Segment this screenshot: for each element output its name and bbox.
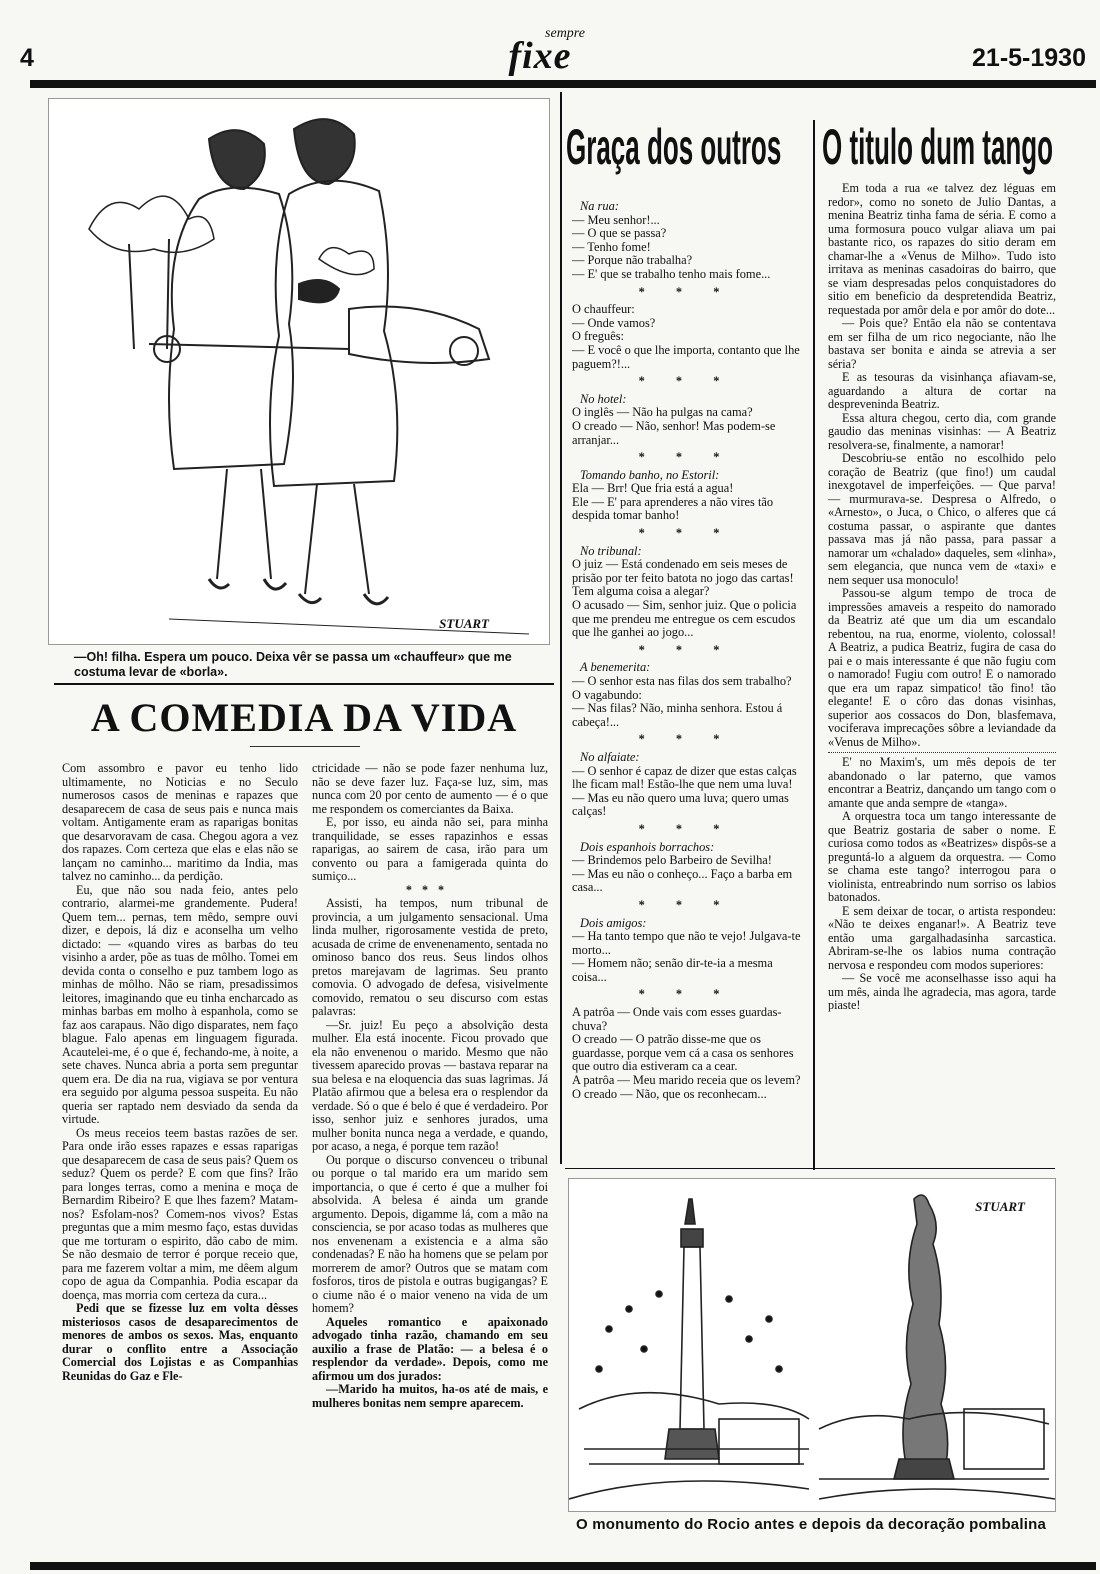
tango-paragraph: Em toda a rua «e talvez dez léguas em redor», como no soneto de Julio Dantas, a menina Beatriz tinha fama de séria. E como a uma formosura pouco vulgar aliava um pai bastante rico, os rapazes do sitio deram em chamar-lhe a «Venus de Milho». Tudo isto irritava as meninas casadoiras do bairro, que se viam despresadas pelos conquistadores do sitio em beneficio da despretendida Beatriz, requestada por amôr dela e por amôr do dote... [828, 182, 1056, 317]
illustration-two-women [48, 98, 550, 645]
joke-separator: * * * [638, 732, 734, 747]
page-number: 4 [20, 44, 34, 72]
tango-paragraph: E' no Maxim's, um mês depois de ter abandonado o lar paterno, que vamos encontrar a Beatriz, dançando um tango com o amante que anda sempre de «tanga». [828, 755, 1056, 810]
joke-line: — Brindemos pelo Barbeiro de Sevilha! [572, 853, 772, 868]
joke-line: A patrôa — Meu marido receia que os levem? [572, 1073, 801, 1088]
joke-line: — O que se passa? [572, 226, 667, 241]
column-divider [813, 120, 815, 1170]
joke-label: No tribunal: [580, 543, 642, 558]
tango-paragraph: Essa altura chegou, certo dia, com grande gaudio das meninas visinhas: — A Beatriz resolvera-se, finalmente, a namorar! [828, 410, 1056, 452]
tango-column [828, 182, 1056, 1162]
joke-label: No alfaiate: [580, 749, 640, 764]
joke-line: O freguês: [572, 329, 624, 344]
joke-line: — Nas filas? Não, minha senhora. Estou á cabeça!... [572, 701, 783, 729]
joke-label: Dois amigos: [580, 915, 647, 930]
joke-line: — Mas eu não o conheço... Faço a barba em casa... [572, 866, 793, 895]
headline-ornament [250, 746, 360, 747]
joke-line: O juiz — Está condenado em seis meses de prisão por ter feito batota no jogo das cartas! Tem alguma coisa a alegar? [572, 557, 794, 599]
graca-headline: Graça dos outros [566, 119, 782, 175]
title-big: fixe [508, 35, 572, 77]
joke-label: No hotel: [580, 391, 627, 406]
tango-paragraph: E as tesouras da visinhança afiavam-se, aguardando a altura de cortar na despreveninda Beatriz. [828, 370, 1056, 411]
joke-line: O vagabundo: [572, 687, 642, 702]
tango-paragraph: Passou-se algum tempo de troca de impressões amaveis a respeito do namorado da Beatriz até que um dia um escandalo rebentou, na rua, enorme, violento, colossal! A Beatriz, a pudica Beatriz, fugira de casa do pai e o mais interessante é que não fugiu com o namorado! Fugiu com outro! E o namorado que era um rapaz simpatico! tão fino! tão elegante! E o côro das donas visinhas, superior aos cossacos do Don, blasfemava, vociferava imprecações sôbre a leviandade da «Venus de Milho». [828, 586, 1056, 749]
joke-line: — Ha tanto tempo que não te vejo! Julgava-te morto... [572, 929, 801, 957]
comedia-paragraph: ctricidade — não se pode fazer nenhuma luz, não se deve fazer luz. Faça-se luz, sim, mas nunca com 20 por cento de aumento — é o que me respondem os comerciantes da Baixa. [312, 762, 548, 816]
joke-line: — Tenho fome! [572, 239, 651, 254]
monument-caption: O monumento do Rocio antes e depois da decoração pombalina [575, 1516, 1046, 1533]
comedia-paragraph: Com assombro e pavor eu tenho lido ultimamente, no Noticias e no Seculo numerosos casos de meninas e rapazes que desaparecem de casa de seus pais e nunca mais voltam. Antigamente eram as raparigas bonitas que desarvoravam de casa. Chegou agora a vez dos rapazes. Com certeza que elas e elas não se lançam no caminho... maritimo da India, mas talvez no caminho... da perdição. [62, 762, 298, 883]
joke-line: O creado — Não, senhor! Mas podem-se arranjar... [572, 418, 776, 447]
divider [565, 1168, 1055, 1169]
joke [568, 545, 804, 640]
comedia-paragraph: Aqueles romantico e apaixonado advogado tinha razão, chamando em seu auxilio a frase de Platão: — a belesa é o resplendor da verdade». Depois, como me afirmou um dos jurados: [312, 1314, 548, 1383]
joke-line: — E você o que lhe importa, contanto que lhe paguem?!... [572, 342, 800, 371]
comedia-paragraph: Ou porque o discurso convenceu o tribunal ou porque o tal marido era um marido sem importancia, o que é certo é que a mulher foi absolvida. A belesa é ainda um grande argumento. Depois, digamme lá, com a mão na consciencia, se por acaso todas as mulheres que nos envenenam a existencia e a alma são condenadas? E não ha homens que se pelam por morrerem de amor? Outros que se matam com fosforos, tiros de pistola e outras bugigangas? E o ciume não é o maior veneno na vida de um homem? [312, 1152, 548, 1315]
joke-separator: * * * [638, 897, 734, 912]
joke-line: — Onde vamos? [572, 315, 656, 330]
joke [568, 751, 804, 819]
comedia-column-2 [312, 762, 548, 1557]
joke-line: O acusado — Sim, senhor juiz. Que o policia que me prendeu me entregue os cem escudos que lhe ganhei ao jogo... [572, 598, 797, 640]
comedia-paragraph: —Marido ha muitos, ha-os até de mais, e mulheres bonitas nem sempre aparecem. [312, 1382, 548, 1410]
joke-line: — Meu senhor!... [572, 212, 660, 227]
monument-illustration [568, 1178, 1056, 1512]
tango-paragraph: — Se você me aconselhasse isso aqui ha um mês, ainda lhe agradecia, mas agora, tarde piaste! [828, 971, 1056, 1012]
joke-separator: * * * [638, 821, 734, 836]
comedia-paragraph: Assisti, ha tempos, num tribunal de provincia, a um julgamento sensacional. Uma linda mulher, rigorosamente vestida de preto, acusada de crime de envenenamento, sentada no ominoso banco dos reus. Seus lindos olhos pretos marejavam de lagrimas. Seu pranto comovia. O advogado de defesa, visivelmente comovido, rematou o seu discurso com estas palavras: [312, 896, 548, 1018]
joke-line: O creado — O patrão disse-me que os guardasse, porque vem cá a casa os senhores que outro dia estiveram ca a cear. [572, 1032, 794, 1074]
comedia-paragraph: E, por isso, eu ainda não sei, para minha tranquilidade, se esses rapazinhos e essas raparigas, ao sairem de casa, irão para um convento ou para a famigerada quinta do sumiço... [312, 815, 548, 883]
joke-line: Ela — Brr! Que fria está a agua! [572, 481, 734, 496]
joke-line: O creado — Não, que os reconhecam... [572, 1086, 767, 1101]
joke [568, 303, 804, 371]
joke-line: — O senhor é capaz de dizer que estas calças lhe ficam mal! Estão-lhe que nem uma luva! [572, 763, 797, 792]
monument-drawing [569, 1179, 1055, 1511]
joke-line: — E' que se trabalho tenho mais fome... [572, 266, 771, 281]
joke-line: — Porque não trabalha? [572, 253, 693, 268]
illustration-signature: STUART [439, 616, 489, 631]
joke-line: — O senhor esta nas filas dos sem trabalho? [572, 674, 792, 688]
joke [568, 393, 804, 447]
joke-separator: * * * [638, 284, 734, 299]
joke [568, 200, 804, 282]
joke-label: Na rua: [580, 200, 619, 213]
divider [54, 683, 554, 685]
joke-label: A benemerita: [580, 660, 651, 675]
comedia-paragraph: Os meus receios teem bastas razões de ser. Para onde irão esses rapazes e essas raparigas que desaparecem de casa de seus pais? Quem os seduz? Quem os perde? E com que fins? Irão para longes terras, como a menina e moça de Bernardim Ribeiro? E que lhes fazem? Matam-nos? Esfolam-nos? Comem-nos vivos? Estas preguntas que a mim mesmo faço, estas duvidas que me torturam o espirito, dão cabo de mim. Se não desmaio de terror é porque receio que, para me fazerem voltar a mim, me dêem algum copo de agua da Companhia. Podia escapar da doença, mas morria com certeza da cura... [62, 1125, 298, 1302]
joke [568, 841, 804, 895]
joke-line: — Homem não; senão dir-te-ia a mesma coisa... [572, 956, 773, 984]
women-drawing [49, 99, 549, 644]
tango-paragraph: A orquestra toca um tango interessante de que Beatriz gostaria de saber o nome. E curiosa como todos as «Beatrizes» dispôs-se a preguntá-lo a alguem da orquestra. — Como se chama este tango? interrogou para o violinista, entreabrindo num sorriso os labios batonados. [828, 809, 1056, 904]
tango-divider [828, 752, 1056, 753]
joke-line: O inglês — Não ha pulgas na cama? [572, 405, 753, 420]
joke-separator: * * * [638, 526, 734, 541]
comedia-paragraph: Pedi que se fizesse luz em volta dêsses misteriosos casos de desaparecimentos de menores de ambos os sexos. Mas, enquanto durar o conflito entre a Associação Comercial dos Lojistas e as Companhias Reunidas do Gaz e Fle- [62, 1301, 298, 1383]
joke [568, 917, 804, 985]
masthead-rule [30, 80, 1096, 88]
joke-line: Ele — E' para aprenderes a não vires tão despida tomar banho! [572, 494, 774, 523]
tango-headline: O titulo dum tango [822, 119, 1054, 175]
joke-line: A patrôa — Onde vais com esses guardas-chuva? [572, 1005, 782, 1033]
column-divider [560, 92, 562, 1164]
section-stars: *** [405, 882, 455, 897]
title-small: sempre [545, 26, 585, 41]
joke-separator: * * * [638, 374, 734, 389]
comedia-column-1 [62, 762, 298, 1557]
joke [568, 661, 804, 729]
joke-line: — Mas eu não quero uma luva; quero umas calças! [572, 790, 789, 819]
issue-date: 21-5-1930 [972, 44, 1086, 72]
comedia-paragraph: —Sr. juiz! Eu peço a absolvição desta mulher. Ela está inocente. Ficou provado que ela não envenenou o marido. Mesmo que não tivessem aparecido provas — bastava reparar na sua belesa e na eloquencia das suas lagrimas. Já Platão afirmou que a belesa era o resplendor da verdade. Só o que é belo é que é verdadeiro. Por isso, senhor juiz e senhores jurados, uma mulher bonita nunca nega a verdade, e quando, por acaso, a nega, é porque tem razão! [312, 1017, 548, 1153]
graca-column [568, 200, 804, 1160]
monument-signature: STUART [975, 1199, 1025, 1214]
joke-separator: * * * [638, 450, 734, 465]
joke-line: O chauffeur: [572, 302, 635, 317]
joke-separator: * * * [638, 987, 734, 1002]
bottom-rule [30, 1562, 1096, 1570]
tango-paragraph: Descobriu-se então no escolhido pelo coração de Beatriz (que fino!) um caudal inexgotavel de imperfeições. — Que parva! — murmurava-se. Despresa o Alfredo, o «Arnesto», o Juca, o Chico, o alferes que cá costuma passar, o aspirante que dantes passava mas já não passa, para passar a namorar um «chalado» daqueles, sem «linha», sem elegancia, que nunca vem de «taxi» e nem sequer usa monoculo! [828, 451, 1056, 587]
tango-paragraph: E sem deixar de tocar, o artista respondeu: «Não te deixes enganar!». A Beatriz teve então uma gargalhadasinha sarcastica. Abriram-se-lhe os labios numa contração nervosa e respondeu com modos superiores: [828, 903, 1056, 972]
joke-label: Tomando banho, no Estoril: [580, 467, 720, 482]
illustration-caption: —Oh! filha. Espera um pouco. Deixa vêr se passa um «chauffeur» que me costuma levar de «borla». [74, 650, 512, 679]
joke [568, 1006, 804, 1101]
joke [568, 469, 804, 523]
joke-separator: * * * [638, 642, 734, 657]
comedia-paragraph: Eu, que não sou nada feio, antes pelo contrario, alarmei-me grandemente. Pudera! Quem tem... pernas, tem mêdo, sempre ouvi dizer, e depois, lá diz e aconselha um velho dictado: — «quando vires as barbas do teu visinho a arder, põe as tuas de môlho. Tomei em devida conta o conselho e puz tambem logo as minhas de môlho. Não se riam, presadissimos leitores, imaginando que eu tinha encharcado as minhas barbas em molho à espanhola, como se faz aos carapaus. Não digo disparates, nem faço blague. Falo apenas em linguagem figurada. Acautelei-me, é o que é, fechando-me, à noite, a sete chaves. Nunca abria a porta sem preguntar quem era. De dia na rua, vigiava se por ventura era seguido por alguma pessoa suspeita. Eu não queria ser raptado nem desviado da senda da virtude. [62, 882, 298, 1126]
comedia-headline: A COMEDIA DA VIDA [90, 695, 518, 740]
joke-label: Dois espanhois borrachos: [580, 839, 715, 854]
tango-paragraph: — Pois que? Então ela não se contentava em ser filha de um rico negociante, não lhe bastava ser bonita e ainda se atrevia a ser séria? [828, 316, 1056, 371]
newspaper-title [470, 26, 610, 78]
